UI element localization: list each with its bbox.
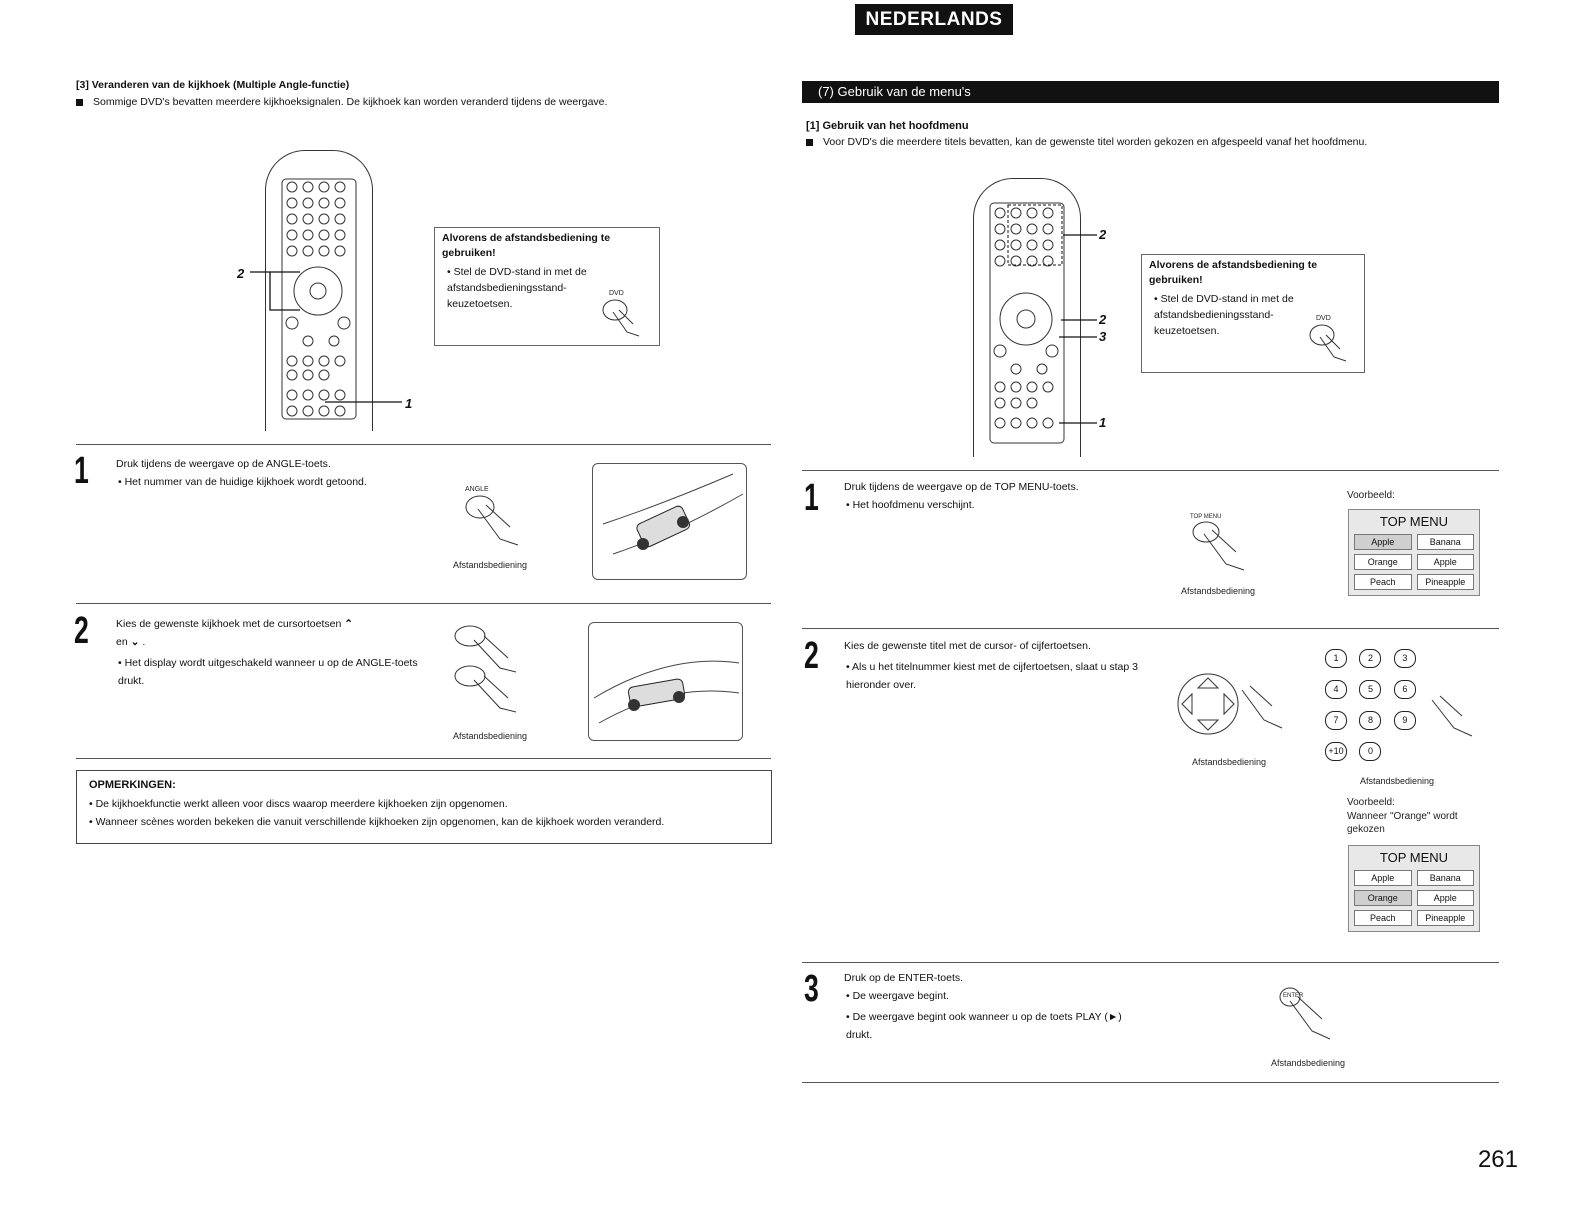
step1-text: Druk tijdens de weergave op de ANGLE-toets. <box>116 458 331 470</box>
angle-screen-illustration <box>588 622 743 741</box>
racecar-icon <box>589 623 742 740</box>
menu-item-apple: Apple <box>1354 534 1412 550</box>
notes-item: • De kijkhoekfunctie werkt alleen voor discs waarop meerdere kijkhoeken zijn opgenomen. <box>89 798 508 810</box>
r-step2-text: Kies de gewenste titel met de cursor- of cijfertoetsen. <box>844 640 1091 652</box>
menu-item-orange: Orange <box>1354 554 1412 570</box>
section-bar: (7) Gebruik van de menu's <box>802 81 1499 103</box>
r-step1-text: Druk tijdens de weergave op de TOP MENU-toets. <box>844 481 1079 493</box>
callout-2: 2 <box>237 266 245 281</box>
step-number: 1 <box>74 450 89 492</box>
r-step2-caption: Afstandsbediening <box>1192 757 1267 767</box>
finger-press-icon <box>1300 321 1350 365</box>
enter-button-press-icon <box>1278 985 1348 1051</box>
r-step2-bullet: • Als u het titelnummer kiest met de cijfertoetsen, slaat u stap 3 hieronder over. <box>846 661 1138 691</box>
right-intro <box>806 136 1367 148</box>
menu-item-pineapple: Pineapple <box>1417 574 1475 590</box>
r-step3-bullet: • De weergave begint. <box>846 990 949 1002</box>
menu-title: TOP MENU <box>1379 850 1449 865</box>
menu-item-banana: Banana <box>1417 534 1475 550</box>
left-section-title: [3] Veranderen van de kijkhoek (Multiple Angle-functie) <box>76 79 350 91</box>
cursor-pad-press-icon <box>1168 668 1288 748</box>
dvd-key-label: DVD <box>1316 315 1331 322</box>
divider <box>76 758 771 759</box>
num-key: 2 <box>1359 649 1381 668</box>
divider <box>802 628 1499 629</box>
language-tab: NEDERLANDS <box>855 4 1013 35</box>
top-menu-example <box>1348 509 1480 596</box>
menu-title: TOP MENU <box>1379 514 1449 529</box>
callout-1: 1 <box>405 396 413 411</box>
menu-item-apple-2: Apple <box>1417 554 1475 570</box>
top-menu-key-label: TOP MENU <box>1190 514 1222 520</box>
right-sub-title: [1] Gebruik van het hoofdmenu <box>806 120 969 132</box>
num-key: 0 <box>1359 742 1381 761</box>
angle-screen-illustration <box>592 463 747 580</box>
menu-item-apple: Apple <box>1354 870 1412 886</box>
square-bullet-icon <box>76 99 83 106</box>
step1-bullet: • Het nummer van de huidige kijkhoek wordt getoond. <box>118 476 367 488</box>
finger-press-icon <box>593 296 643 340</box>
num-key: 7 <box>1325 711 1347 730</box>
num-key: 3 <box>1394 649 1416 668</box>
prep-box-bullet: • Stel de DVD-stand in met de afstandsbedieningsstand-keuzetoetsen. <box>1154 293 1294 337</box>
prep-box-bullet: • Stel de DVD-stand in met de afstandsbedieningsstand-keuzetoetsen. <box>447 266 587 310</box>
r-step1-caption: Afstandsbediening <box>1181 586 1256 596</box>
cursor-up-icon: ⌃ <box>344 618 354 630</box>
callout-1: 1 <box>1099 415 1107 430</box>
angle-key-label: ANGLE <box>465 486 489 493</box>
r-step3-text: Druk op de ENTER-toets. <box>844 972 964 984</box>
divider <box>802 470 1499 471</box>
num-key: 9 <box>1394 711 1416 730</box>
divider <box>76 444 771 445</box>
menu-item-peach: Peach <box>1354 910 1412 926</box>
example-text: Wanneer "Orange" wordt gekozen <box>1347 811 1458 835</box>
step2-caption: Afstandsbediening <box>453 731 528 741</box>
notes-title: OPMERKINGEN: <box>89 779 176 791</box>
r-step3-bullet2: • De weergave begint ook wanneer u op de toets PLAY (►) drukt. <box>846 1011 1122 1041</box>
step2-bullet: • Het display wordt uitgeschakeld wanneer u op de ANGLE-toets drukt. <box>118 657 418 687</box>
angle-button-press-icon <box>460 493 530 553</box>
num-key: 8 <box>1359 711 1381 730</box>
example-label: Voorbeeld: <box>1347 797 1395 808</box>
step-number: 2 <box>74 610 89 652</box>
step-number: 3 <box>804 968 819 1010</box>
step2-and: en <box>116 636 128 648</box>
callout-2: 2 <box>1099 312 1107 327</box>
top-menu-button-press-icon <box>1188 520 1258 580</box>
cursor-buttons-press-icon <box>450 622 530 722</box>
menu-item-orange: Orange <box>1354 890 1412 906</box>
menu-item-apple-2: Apple <box>1417 890 1475 906</box>
finger-press-icon <box>1428 694 1478 744</box>
step-number: 2 <box>804 635 819 677</box>
step-number: 1 <box>804 477 819 519</box>
cursor-down-icon: ⌄ <box>130 636 140 648</box>
r-step2-caption-2: Afstandsbediening <box>1360 776 1435 786</box>
racecar-icon <box>593 464 746 579</box>
prep-box <box>1141 254 1365 373</box>
callout-3: 3 <box>1099 329 1107 344</box>
menu-item-peach: Peach <box>1354 574 1412 590</box>
r-step1-bullet: • Het hoofdmenu verschijnt. <box>846 499 975 511</box>
num-key: 1 <box>1325 649 1347 668</box>
right-intro-text: Voor DVD's die meerdere titels bevatten, kan de gewenste titel worden gekozen en afgespeeld vanaf het hoofdmenu. <box>823 136 1368 148</box>
dvd-key-label: DVD <box>609 290 624 297</box>
enter-key-label: ENTER <box>1283 993 1304 999</box>
prep-box-title: Alvorens de afstandsbediening te gebruiken! <box>442 232 611 259</box>
step2-text2: en ⌄ . <box>116 636 146 648</box>
menu-item-banana: Banana <box>1417 870 1475 886</box>
step1-caption: Afstandsbediening <box>453 560 528 570</box>
notes-item: • Wanneer scènes worden bekeken die vanuit verschillende kijkhoeken zijn opgenomen, kan de kijkhoek worden veranderd. <box>89 816 665 828</box>
num-key: 5 <box>1359 680 1381 699</box>
divider <box>76 603 771 604</box>
num-key: +10 <box>1325 742 1347 761</box>
step2-text <box>116 618 353 630</box>
divider <box>802 1082 1499 1083</box>
menu-item-pineapple: Pineapple <box>1417 910 1475 926</box>
top-menu-example <box>1348 845 1480 932</box>
left-intro <box>76 96 607 108</box>
number-keys <box>1325 648 1435 761</box>
callout-2: 2 <box>1099 227 1107 242</box>
num-key: 6 <box>1394 680 1416 699</box>
example-label: Voorbeeld: <box>1347 490 1395 501</box>
divider <box>802 962 1499 963</box>
prep-box-title: Alvorens de afstandsbediening te gebruiken! <box>1149 259 1318 286</box>
left-intro-text: Sommige DVD's bevatten meerdere kijkhoeksignalen. De kijkhoek kan worden veranderd tijdens de weergave. <box>93 96 608 108</box>
r-step3-caption: Afstandsbediening <box>1271 1058 1346 1068</box>
page-number: 261 <box>1477 1146 1518 1173</box>
callout-lines-icon <box>240 260 420 420</box>
square-bullet-icon <box>806 139 813 146</box>
notes-box <box>76 770 772 844</box>
step2-text-main: Kies de gewenste kijkhoek met de cursortoetsen <box>116 618 342 630</box>
prep-box <box>434 227 660 346</box>
num-key: 4 <box>1325 680 1347 699</box>
